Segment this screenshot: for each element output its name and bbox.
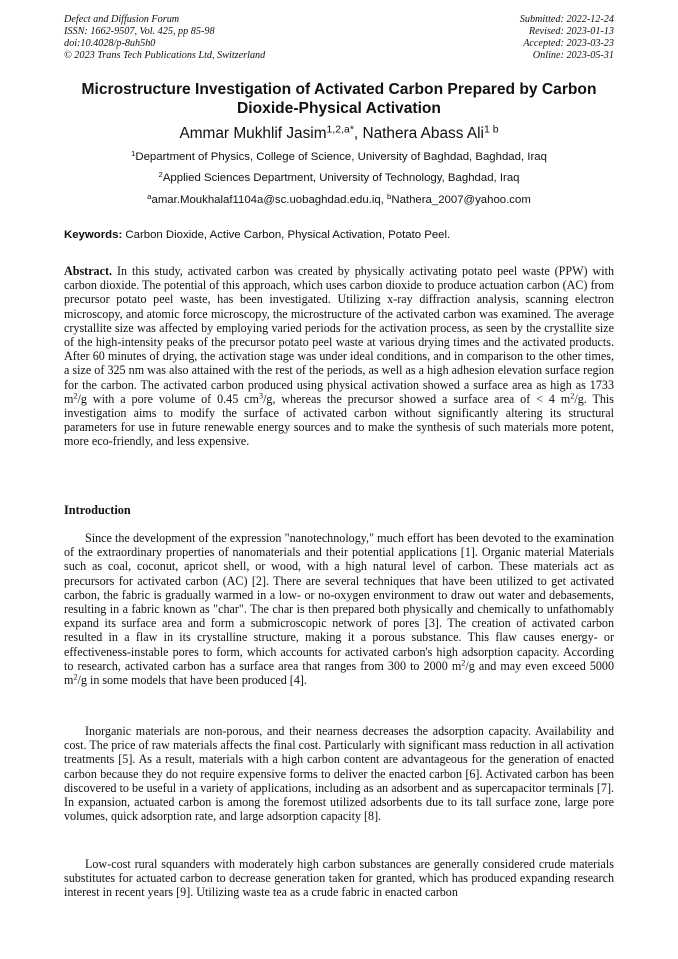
superscript: 2 [73,672,78,682]
author-1-affil: 1,2,a* [326,124,354,136]
affiliation-1-text: Department of Physics, College of Science, University of Baghdad, Baghdad, Iraq [135,151,547,163]
email-b[interactable]: Nathera_2007@yahoo.com [391,194,531,206]
paper-title: Microstructure Investigation of Activated Carbon Prepared by Carbon Dioxide-Physical Activation [81,81,597,117]
dates-header [520,14,614,62]
copyright-line: © 2023 Trans Tech Publications Ltd, Switzerland [64,50,266,61]
online-date: Online: 2023-05-31 [532,50,614,61]
issn-line: ISSN: 1662-9507, Vol. 425, pp 85-98 [64,26,215,37]
accepted-date: Accepted: 2023-03-23 [523,38,614,49]
email-a[interactable]: amar.Moukhalaf1104a@sc.uobaghdad.edu.iq, [151,194,388,206]
affiliation-2-text: Applied Sciences Department, University of Technology, Baghdad, Iraq [162,172,520,184]
section-heading-introduction: Introduction [64,503,131,517]
email-a-marker: a [147,191,152,201]
email-b-marker: b [387,191,392,201]
author-line [64,124,614,144]
submitted-date: Submitted: 2022-12-24 [519,14,614,25]
intro-paragraph-1 [64,531,614,687]
affiliation-1 [64,150,614,164]
superscript: 2 [570,391,575,401]
superscript: 2 [73,391,78,401]
abstract [64,264,614,449]
keywords [64,228,614,242]
paragraph-text: Since the development of the expression "nanotechnology," much effort has been devoted to the examination of the extraordinary properties of nanomaterials and their potential applications [1]. Organic material Materials such as coal, coconut, apricot shell, or wood, with a high natural level of carbon. These materials act as precursors for activated carbon (AC) [2]. There are several techniques that have been utilized to get activated carbon, the fabric is gradually warmed in a low- or no-oxygen environment to draw out water and debasements, resulting in a fabric known as "char". The char is then prepared both physically and chemically to unfathomably expand its surface area and form a submicroscopic network of pores [3]. The creation of activated carbon resulted in a flaw in its crystalline structure, making it a porous substance. This flaw causes energy- or effectiveness-instable pores to form, which accounts for activated carbon's high adsorption capacity. According to research, activated carbon has a surface area that ranges from 300 to 2000 m [64,531,614,673]
doi-line[interactable]: doi:10.4028/p-8uh5h0 [64,38,156,49]
abstract-text: /g with a pore volume of 0.45 cm [77,391,259,406]
intro-paragraph-3: Low-cost rural squanders with moderately high carbon substances are generally considered crude materials substitutes for actuated carbon to decrease generation taken for granted, which has produced expanding research interest in recent years [9]. Utilizing waste tea as a crude fabric in enacted carbon [64,857,614,900]
revised-date: Revised: 2023-01-13 [528,26,614,37]
keywords-text: Carbon Dioxide, Active Carbon, Physical Activation, Potato Peel. [122,229,451,241]
intro-paragraph-2: Inorganic materials are non-porous, and their nearness decreases the adsorption capacity. Availability and cost. The price of raw materials affects the final cost. Particularly with significant mass reduction in all activation treatments [5]. As a result, materials with a high carbon content are advantageous for the generation of enacted carbon because they do not require expensive forms to deliver the enacted carbon [6]. Activated carbon has been discovered to be useful in a variety of applications, including as an adsorbent and as supercapacitor terminals [7]. In expansion, actuated carbon is among the foremost utilized adsorbents due to its tall surface zone, large pore volumes, quick adsorption rate, and large adsorption capacity [8]. [64,724,614,824]
paragraph-text: /g in some models that have been produced [4]. [77,673,307,688]
abstract-text: /g, whereas the precursor showed a surface area of < 4 m [263,391,571,406]
affiliation-2 [64,171,614,185]
author-2-affil: 1 b [483,124,499,136]
author-separator: , [353,125,363,142]
abstract-text: In this study, activated carbon was created by physically activating potato peel waste (PPW) with carbon dioxide. The potential of this approach, which uses carbon dioxide to produce actuation carbon (AC) from precursor potato peel waste, has been investigated. Utilizing x-ray diffraction analysis, scanning electron microscopy, and atomic force microscopy, the microstructure of the activated carbon was examined. The average crystallite size was affected by employing varied periods for the activation process, as seen by the crystallite size of the high-intensity peaks of the precursor potato peel waste at various drying times and the activated products. After 60 minutes of drying, the activation stage was under ideal conditions, and in comparison to the other times, a size of 325 nm was also attained with the rest of the periods, as well as a high adhesion elevation surface region for the carbon. The activated carbon produced using physical activation showed a surface area as high as 1733 m [64,264,614,406]
journal-name: Defect and Diffusion Forum [64,14,180,25]
email-line [64,193,614,207]
affiliation-1-marker: 1 [131,148,136,158]
superscript: 3 [258,391,264,401]
journal-header [64,14,265,62]
superscript: 2 [461,658,466,668]
author-2: Nathera Abass Ali [362,125,484,142]
abstract-label: Abstract. [64,264,113,278]
keywords-label: Keywords: [64,229,123,241]
author-1: Ammar Mukhlif Jasim [179,125,327,142]
affiliation-2-marker: 2 [158,169,163,179]
abstract-text: /g. This investigation aims to modify the surface of activated carbon without significantly altering its structural parameters for use in future renewable energy sources and to make the synthesis of such materials more potent, more eco-friendly, and less expensive. [64,391,614,449]
paragraph-text: /g and may even exceed 5000 m [64,658,615,688]
